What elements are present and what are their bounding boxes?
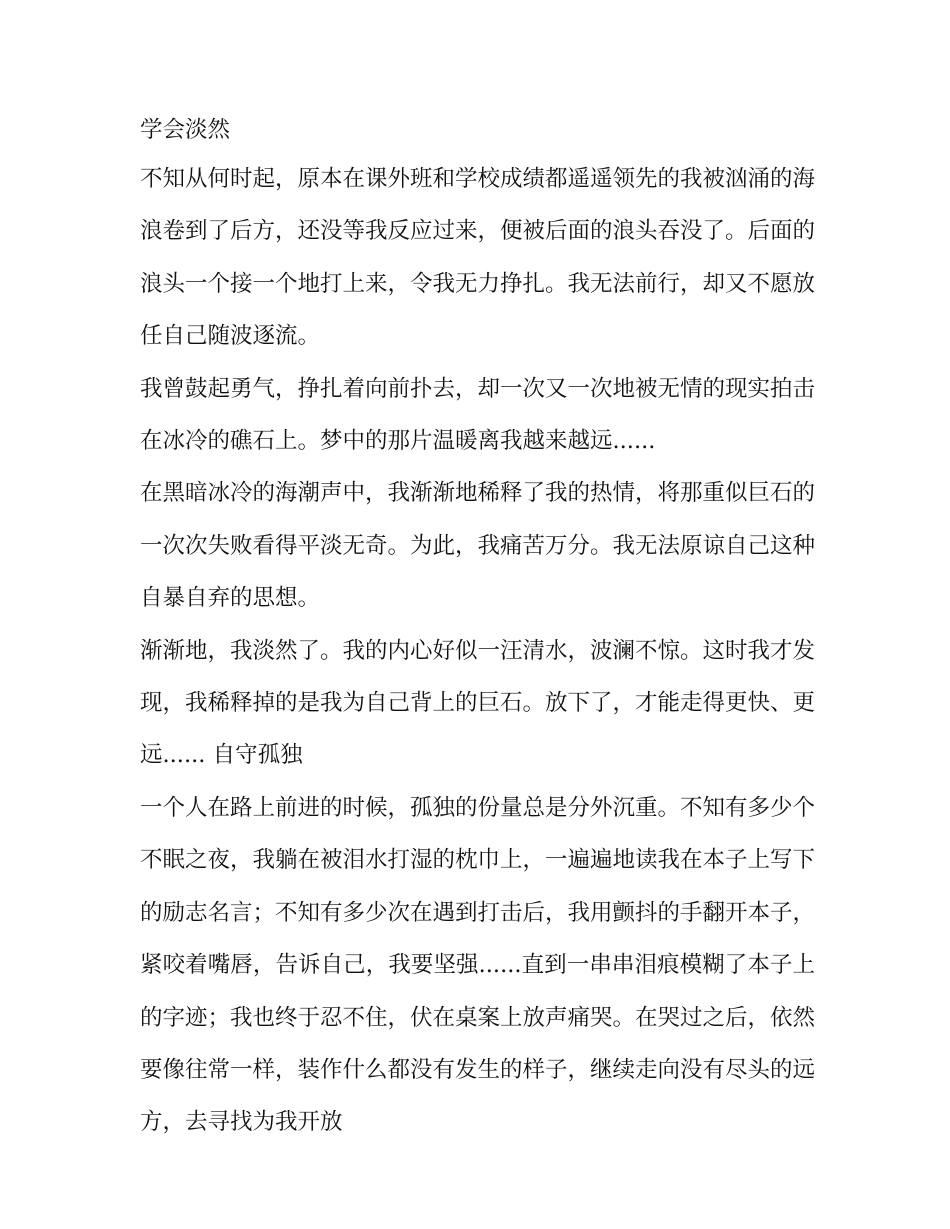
paragraph-1: 不知从何时起，原本在课外班和学校成绩都遥遥领先的我被汹涌的海浪卷到了后方，还没等我反应过来，便被后面的浪头吞没了。后面的浪头一个接一个地打上来，令我无力挣扎。我无法前行，却又不愿放任自己随波逐流。 — [140, 166, 816, 350]
essay-title: 学会淡然 — [140, 117, 231, 143]
paragraph-5: 一个人在路上前进的时候，孤独的份量总是分外沉重。不知有多少个不眠之夜，我躺在被泪水打湿的枕巾上，一遍遍地读我在本子上写下的励志名言；不知有多少次在遇到打击后，我用颤抖的手翻开本子，紧咬着嘴唇，告诉自己，我要坚强......直到一串串泪痕模糊了本子上的字迹；我也终于忍不住，伏在桌案上放声痛哭。在哭过之后，依然要像往常一样，装作什么都没有发生的样子，继续走向没有尽头的远方，去寻找为我开放 — [140, 794, 816, 1136]
document-body — [140, 107, 815, 1149]
paragraph-3: 在黑暗冰冷的海潮声中，我渐渐地稀释了我的热情，将那重似巨石的一次次失败看得平淡无奇。为此，我痛苦万分。我无法原谅自己这种自暴自弃的思想。 — [140, 480, 816, 612]
paragraph-2: 我曾鼓起勇气，挣扎着向前扑去，却一次又一次地被无情的现实拍击在冰冷的礁石上。梦中的那片温暖离我越来越远...... — [140, 375, 816, 455]
paragraph-4: 渐渐地，我淡然了。我的内心好似一汪清水，波澜不惊。这时我才发现，我稀释掉的是我为自己背上的巨石。放下了，才能走得更快、更远...... 自守孤独 — [140, 637, 816, 769]
